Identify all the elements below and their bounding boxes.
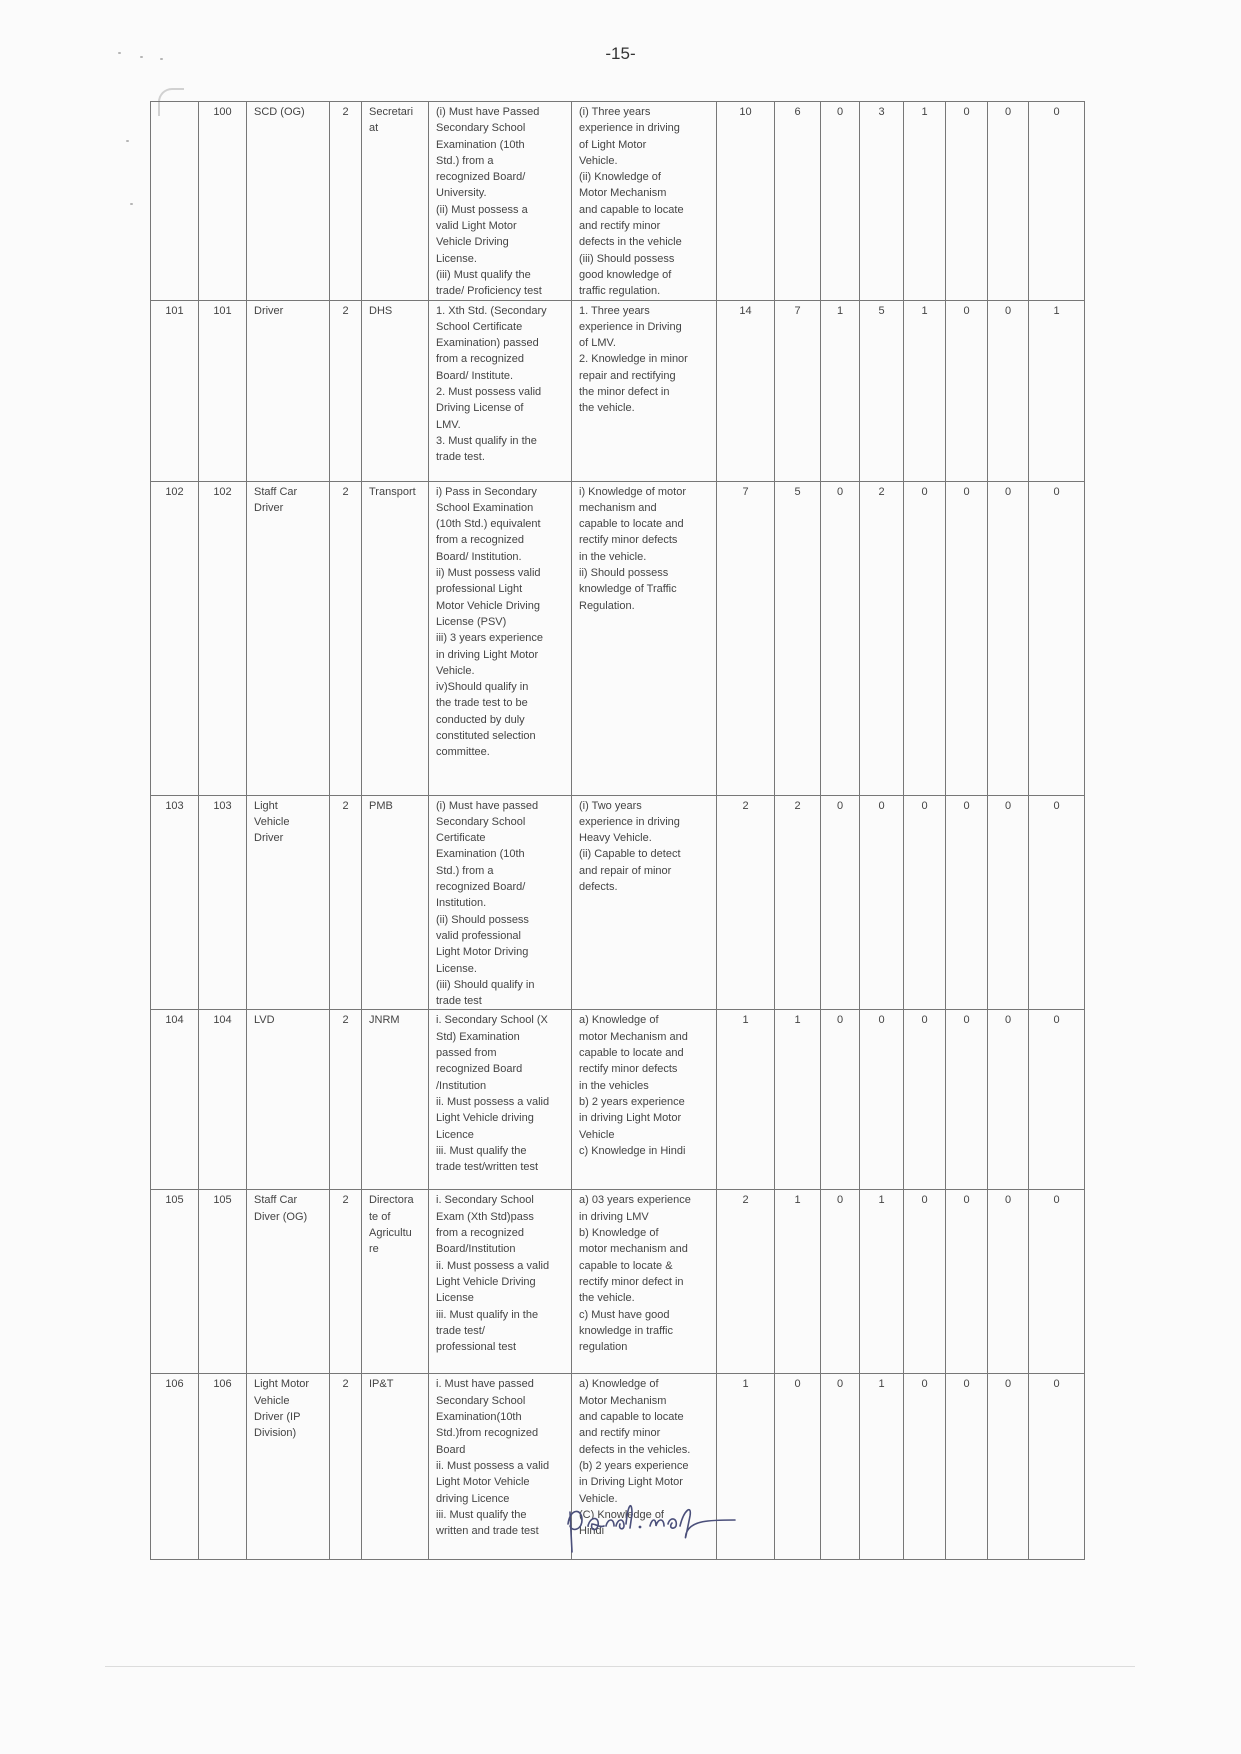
qualification-cell-line: (iii) Must qualify the: [436, 268, 531, 281]
qualification-cell-line: ii. Must possess a valid: [436, 1459, 550, 1472]
qualification-cell-line: /Institution: [436, 1079, 487, 1092]
experience-cell-line: b) 2 years experience: [579, 1095, 685, 1108]
vacancy-count-cell: 10: [717, 102, 775, 301]
vacancy-count-cell: 0: [821, 795, 860, 1010]
experience-cell-line: rectify minor defects: [579, 1063, 678, 1076]
qualification-cell: [429, 1374, 572, 1560]
department-cell-line: PMB: [369, 799, 393, 812]
experience-cell-line: 1. Three years: [579, 304, 650, 317]
qualification-cell-line: License.: [436, 962, 477, 975]
qualification-cell-line: Certificate: [436, 832, 486, 845]
experience-cell-line: in the vehicle.: [579, 550, 647, 563]
qualification-cell-line: Light Motor Driving: [436, 946, 529, 959]
qualification-cell-line: ii) Must possess valid: [436, 567, 541, 580]
experience-cell-line: the minor defect in: [579, 386, 670, 399]
qualification-cell-line: (iii) Should qualify in: [436, 978, 535, 991]
vacancy-count-cell: 0: [821, 1374, 860, 1560]
qualification-cell-line: passed from: [436, 1047, 497, 1060]
post-name-cell-line: Driver (IP: [254, 1411, 301, 1424]
vacancy-count-cell: 2: [860, 481, 904, 795]
department-cell: [362, 1010, 429, 1190]
experience-cell-line: motor Mechanism and: [579, 1030, 688, 1043]
vacancy-count-cell: 6: [775, 102, 821, 301]
qualification-cell-line: Board/ Institution.: [436, 550, 522, 563]
post-number-cell: 100: [199, 102, 247, 301]
table-row: [151, 795, 1085, 1010]
experience-cell-line: knowledge in traffic: [579, 1324, 673, 1337]
experience-cell-line: rectify minor defect in: [579, 1275, 684, 1288]
vacancy-count-cell: 0: [946, 102, 988, 301]
vacancy-count-cell: 0: [988, 481, 1029, 795]
qualification-cell-line: constituted selection: [436, 730, 536, 743]
vacancy-count-cell: 1: [1029, 300, 1085, 481]
department-cell-line: at: [369, 122, 379, 135]
experience-cell-line: (iii) Should possess: [579, 252, 675, 265]
group-cell: 2: [330, 1374, 362, 1560]
group-cell: 2: [330, 481, 362, 795]
vacancy-count-cell: 0: [988, 1374, 1029, 1560]
qualification-cell-line: LMV.: [436, 418, 461, 431]
experience-cell: [572, 795, 717, 1010]
vacancy-count-cell: 7: [717, 481, 775, 795]
experience-cell-line: the vehicle.: [579, 402, 635, 415]
qualification-cell-line: i. Secondary School: [436, 1194, 534, 1207]
scan-speck: [126, 140, 129, 142]
experience-cell-line: (i) Three years: [579, 106, 651, 118]
group-cell: 2: [330, 1010, 362, 1190]
vacancy-count-cell: 1: [904, 102, 946, 301]
qualification-cell-line: (i) Must have passed: [436, 799, 539, 812]
department-cell: [362, 1190, 429, 1374]
qualification-cell-line: Examination (10th: [436, 848, 525, 861]
vacancy-count-cell: 0: [946, 481, 988, 795]
experience-cell-line: Motor Mechanism: [579, 187, 667, 200]
group-cell: 2: [330, 300, 362, 481]
table-row: [151, 1010, 1085, 1190]
post-name-cell-line: Diver (OG): [254, 1210, 308, 1223]
experience-cell-line: a) 03 years experience: [579, 1194, 691, 1207]
experience-cell-line: experience in driving: [579, 122, 680, 135]
vacancy-count-cell: 0: [821, 102, 860, 301]
experience-cell-line: motor mechanism and: [579, 1243, 688, 1256]
qualification-cell-line: the trade test to be: [436, 697, 528, 710]
qualification-cell-line: committee.: [436, 746, 490, 759]
qualification-cell-line: License.: [436, 252, 477, 265]
qualification-cell-line: Secondary School: [436, 815, 526, 828]
vacancy-count-cell: 0: [1029, 1374, 1085, 1560]
table-row: [151, 102, 1085, 301]
department-cell: [362, 481, 429, 795]
experience-cell-line: defects in the vehicles.: [579, 1443, 691, 1456]
qualification-cell-line: School Certificate: [436, 320, 523, 333]
post-name-cell-line: Staff Car: [254, 1194, 298, 1207]
qualification-cell-line: iii. Must qualify the: [436, 1508, 527, 1521]
experience-cell-line: experience in driving: [579, 815, 680, 828]
vacancy-count-cell: 1: [717, 1374, 775, 1560]
group-cell: 2: [330, 1190, 362, 1374]
experience-cell-line: traffic regulation.: [579, 285, 661, 298]
experience-cell-line: c) Knowledge in Hindi: [579, 1144, 686, 1157]
footer-rule: [105, 1666, 1135, 1667]
post-name-cell: [247, 102, 330, 301]
vacancy-count-cell: 0: [1029, 481, 1085, 795]
qualification-cell-line: written and trade test: [436, 1525, 539, 1538]
department-cell-line: JNRM: [369, 1014, 400, 1027]
qualification-cell-line: Institution.: [436, 897, 487, 910]
experience-cell-line: ii) Should possess: [579, 567, 669, 580]
vacancy-count-cell: 1: [775, 1010, 821, 1190]
qualification-cell-line: Board: [436, 1443, 466, 1456]
serial-number-cell: 104: [151, 1010, 199, 1190]
post-number-cell: 104: [199, 1010, 247, 1190]
vacancy-count-cell: 1: [717, 1010, 775, 1190]
experience-cell-line: and rectify minor: [579, 220, 661, 233]
scan-speck: [130, 203, 133, 205]
qualification-cell-line: i) Pass in Secondary: [436, 485, 537, 498]
qualification-cell-line: from a recognized: [436, 534, 525, 547]
vacancy-count-cell: 0: [988, 1190, 1029, 1374]
post-name-cell-line: Staff Car: [254, 485, 298, 498]
experience-cell-line: a) Knowledge of: [579, 1014, 659, 1027]
post-name-cell-line: Light Motor: [254, 1378, 310, 1391]
qualification-cell-line: i. Must have passed: [436, 1378, 534, 1391]
page-number: -15-: [605, 44, 636, 63]
department-cell-line: Secretari: [369, 106, 414, 118]
experience-cell: [572, 102, 717, 301]
vacancy-count-cell: 0: [1029, 795, 1085, 1010]
vacancy-count-cell: 0: [988, 795, 1029, 1010]
experience-cell-line: defects in the vehicle: [579, 236, 682, 249]
vacancy-count-cell: 0: [1029, 1190, 1085, 1374]
serial-number-cell: 106: [151, 1374, 199, 1560]
experience-cell-line: i) Knowledge of motor: [579, 485, 686, 498]
serial-number-cell: 101: [151, 300, 199, 481]
qualification-cell-line: Motor Vehicle Driving: [436, 599, 540, 612]
vacancy-count-cell: 0: [821, 1190, 860, 1374]
post-name-cell: [247, 1010, 330, 1190]
post-name-cell-line: Vehicle: [254, 1394, 290, 1407]
vacancy-count-cell: 0: [775, 1374, 821, 1560]
experience-cell-line: Vehicle.: [579, 154, 618, 167]
vacancy-count-cell: 0: [904, 481, 946, 795]
experience-cell-line: and repair of minor: [579, 864, 672, 877]
department-cell-line: Transport: [369, 485, 416, 498]
vacancy-count-cell: 0: [946, 1374, 988, 1560]
qualification-cell: [429, 300, 572, 481]
qualification-cell-line: from a recognized: [436, 353, 525, 366]
experience-cell-line: good knowledge of: [579, 268, 672, 281]
experience-cell-line: defects.: [579, 881, 618, 894]
vacancy-count-cell: 5: [860, 300, 904, 481]
qualification-cell-line: recognized Board/: [436, 171, 526, 184]
post-name-cell-line: Driver: [254, 501, 284, 514]
department-cell-line: Agricultu: [369, 1227, 412, 1240]
department-cell-line: DHS: [369, 304, 393, 317]
vacancy-count-cell: 0: [988, 102, 1029, 301]
qualification-cell-line: Examination(10th: [436, 1411, 522, 1424]
experience-cell-line: (b) 2 years experience: [579, 1459, 689, 1472]
experience-cell-line: and capable to locate: [579, 1411, 684, 1424]
department-cell-line: te of: [369, 1210, 391, 1223]
table-row: [151, 1190, 1085, 1374]
experience-cell-line: in the vehicles: [579, 1079, 649, 1092]
vacancy-count-cell: 0: [946, 1010, 988, 1190]
experience-cell-line: the vehicle.: [579, 1292, 635, 1305]
experience-cell-line: of Light Motor: [579, 138, 647, 151]
qualification-cell-line: 3. Must qualify in the: [436, 434, 537, 447]
experience-cell-line: (C) Knowledge of: [579, 1508, 664, 1521]
experience-cell-line: in driving LMV: [579, 1210, 649, 1223]
experience-cell-line: b) Knowledge of: [579, 1227, 659, 1240]
qualification-cell-line: ii. Must possess a valid: [436, 1259, 550, 1272]
qualification-cell-line: License (PSV): [436, 615, 507, 628]
qualification-cell-line: conducted by duly: [436, 713, 525, 726]
department-cell: [362, 795, 429, 1010]
qualification-cell-line: trade test/written test: [436, 1161, 539, 1174]
vacancy-count-cell: 0: [946, 300, 988, 481]
qualification-cell-line: (ii) Should possess: [436, 913, 529, 926]
qualification-cell-line: Examination (10th: [436, 138, 525, 151]
serial-number-cell: 105: [151, 1190, 199, 1374]
vacancy-count-cell: 0: [860, 1010, 904, 1190]
qualification-cell-line: Licence: [436, 1128, 474, 1141]
experience-cell-line: rectify minor defects: [579, 534, 678, 547]
experience-cell-line: experience in Driving: [579, 320, 682, 333]
experience-cell: [572, 481, 717, 795]
scan-speck: [160, 58, 163, 60]
experience-cell-line: mechanism and: [579, 501, 657, 514]
post-name-cell: [247, 1374, 330, 1560]
qualification-cell-line: Board/Institution: [436, 1243, 516, 1256]
experience-cell-line: capable to locate and: [579, 1047, 684, 1060]
experience-cell-line: Motor Mechanism: [579, 1394, 667, 1407]
vacancy-count-cell: 3: [860, 102, 904, 301]
vacancy-count-cell: 0: [946, 1190, 988, 1374]
qualification-cell-line: from a recognized: [436, 1227, 525, 1240]
qualification-cell-line: 2. Must possess valid: [436, 386, 542, 399]
qualification-cell-line: trade test: [436, 995, 482, 1008]
experience-cell-line: knowledge of Traffic: [579, 583, 677, 596]
experience-cell-line: (i) Two years: [579, 799, 642, 812]
qualification-cell-line: Std) Examination: [436, 1030, 520, 1043]
vacancy-count-cell: 0: [904, 1374, 946, 1560]
qualification-cell-line: trade test/: [436, 1324, 485, 1337]
qualification-cell-line: professional test: [436, 1341, 517, 1354]
qualification-cell-line: valid professional: [436, 929, 521, 942]
qualification-cell-line: Light Vehicle driving: [436, 1112, 534, 1125]
experience-cell: [572, 1010, 717, 1190]
experience-cell-line: (ii) Capable to detect: [579, 848, 681, 861]
post-name-cell: [247, 300, 330, 481]
vacancy-count-cell: 1: [775, 1190, 821, 1374]
post-name-cell-line: Driver: [254, 304, 284, 317]
serial-number-cell: 103: [151, 795, 199, 1010]
qualification-cell-line: License: [436, 1292, 474, 1305]
table-row: [151, 481, 1085, 795]
qualification-cell-line: trade test.: [436, 451, 485, 464]
vacancy-count-cell: 7: [775, 300, 821, 481]
qualification-cell-line: Examination) passed: [436, 337, 539, 350]
qualification-cell: [429, 1190, 572, 1374]
qualification-cell-line: (10th Std.) equivalent: [436, 518, 541, 531]
vacancy-count-cell: 5: [775, 481, 821, 795]
experience-cell-line: a) Knowledge of: [579, 1378, 659, 1391]
qualification-cell-line: iii. Must qualify in the: [436, 1308, 539, 1321]
experience-cell-line: Vehicle.: [579, 1492, 618, 1505]
experience-cell-line: 2. Knowledge in minor: [579, 353, 688, 366]
experience-cell-line: and capable to locate: [579, 203, 684, 216]
vacancy-count-cell: 1: [860, 1374, 904, 1560]
vacancy-count-cell: 0: [904, 1010, 946, 1190]
post-name-cell-line: Driver: [254, 832, 284, 845]
vacancy-count-cell: 0: [1029, 1010, 1085, 1190]
post-name-cell: [247, 481, 330, 795]
table-row: [151, 300, 1085, 481]
handwritten-signature: [560, 1490, 760, 1560]
qualification-cell-line: valid Light Motor: [436, 220, 517, 233]
experience-cell-line: Hindi: [579, 1525, 605, 1538]
experience-cell: [572, 300, 717, 481]
qualification-cell-line: iii. Must qualify the: [436, 1144, 527, 1157]
qualification-cell-line: iv)Should qualify in: [436, 681, 529, 694]
vacancy-count-cell: 0: [821, 1010, 860, 1190]
vacancy-count-cell: 1: [904, 300, 946, 481]
department-cell: [362, 300, 429, 481]
qualification-cell-line: Light Vehicle Driving: [436, 1275, 536, 1288]
qualification-cell-line: iii) 3 years experience: [436, 632, 543, 645]
post-name-cell-line: SCD (OG): [254, 106, 305, 118]
qualification-cell-line: ii. Must possess a valid: [436, 1095, 550, 1108]
vacancy-count-cell: 0: [988, 300, 1029, 481]
qualification-cell-line: 1. Xth Std. (Secondary: [436, 304, 547, 317]
experience-cell-line: Heavy Vehicle.: [579, 832, 652, 845]
qualification-cell: [429, 102, 572, 301]
experience-cell-line: c) Must have good: [579, 1308, 670, 1321]
qualification-cell-line: Std.)from recognized: [436, 1427, 539, 1440]
serial-number-cell: 102: [151, 481, 199, 795]
department-cell-line: Directora: [369, 1194, 414, 1207]
qualification-cell-line: Driving License of: [436, 402, 524, 415]
qualification-cell-line: in driving Light Motor: [436, 648, 539, 661]
qualification-cell-line: Exam (Xth Std)pass: [436, 1210, 534, 1223]
department-cell-line: IP&T: [369, 1378, 394, 1391]
experience-cell-line: capable to locate &: [579, 1259, 673, 1272]
experience-cell-line: in driving Light Motor: [579, 1112, 682, 1125]
qualification-cell-line: Vehicle.: [436, 664, 475, 677]
vacancy-count-cell: 2: [775, 795, 821, 1010]
vacancy-count-cell: 2: [717, 795, 775, 1010]
post-name-cell: [247, 795, 330, 1010]
experience-cell-line: repair and rectifying: [579, 369, 676, 382]
qualification-cell-line: Board/ Institute.: [436, 369, 514, 382]
department-cell: [362, 1374, 429, 1560]
qualification-cell-line: University.: [436, 187, 487, 200]
vacancy-count-cell: 0: [904, 795, 946, 1010]
qualification-cell-line: Vehicle Driving: [436, 236, 509, 249]
qualification-cell-line: School Examination: [436, 501, 534, 514]
experience-cell: [572, 1190, 717, 1374]
vacancy-count-cell: 0: [1029, 102, 1085, 301]
qualification-cell-line: Light Motor Vehicle: [436, 1476, 530, 1489]
department-cell: [362, 102, 429, 301]
post-name-cell-line: Light: [254, 799, 278, 812]
group-cell: 2: [330, 102, 362, 301]
qualification-cell-line: Secondary School: [436, 122, 526, 135]
group-cell: 2: [330, 795, 362, 1010]
qualification-cell-line: i. Secondary School (X: [436, 1014, 548, 1027]
qualification-cell-line: recognized Board: [436, 1063, 523, 1076]
post-name-cell: [247, 1190, 330, 1374]
post-number-cell: 106: [199, 1374, 247, 1560]
vacancy-count-cell: 2: [717, 1190, 775, 1374]
qualification-cell-line: professional Light: [436, 583, 523, 596]
post-name-cell-line: Division): [254, 1427, 297, 1440]
qualification-cell: [429, 795, 572, 1010]
experience-cell-line: and rectify minor: [579, 1427, 661, 1440]
qualification-cell-line: (i) Must have Passed: [436, 106, 540, 118]
qualification-cell-line: driving Licence: [436, 1492, 510, 1505]
qualification-cell-line: trade/ Proficiency test: [436, 285, 542, 298]
vacancy-count-cell: 0: [988, 1010, 1029, 1190]
experience-cell-line: Regulation.: [579, 599, 635, 612]
experience-cell-line: (ii) Knowledge of: [579, 171, 661, 184]
experience-cell-line: capable to locate and: [579, 518, 684, 531]
post-number-cell: 102: [199, 481, 247, 795]
post-number-cell: 105: [199, 1190, 247, 1374]
vacancy-count-cell: 1: [860, 1190, 904, 1374]
scan-speck: [140, 56, 143, 58]
qualification-cell-line: (ii) Must possess a: [436, 203, 528, 216]
scan-speck: [118, 52, 121, 54]
qualification-cell-line: Std.) from a: [436, 154, 494, 167]
vacancy-count-cell: 14: [717, 300, 775, 481]
experience-cell-line: in Driving Light Motor: [579, 1476, 683, 1489]
vacancy-schedule-table: [150, 101, 1085, 1560]
vacancy-count-cell: 0: [860, 795, 904, 1010]
vacancy-count-cell: 0: [904, 1190, 946, 1374]
qualification-cell-line: Secondary School: [436, 1394, 526, 1407]
vacancy-count-cell: 1: [821, 300, 860, 481]
serial-number-cell: [151, 102, 199, 301]
vacancy-count-cell: 0: [821, 481, 860, 795]
post-number-cell: 103: [199, 795, 247, 1010]
experience-cell-line: of LMV.: [579, 337, 616, 350]
experience-cell-line: regulation: [579, 1341, 628, 1354]
post-name-cell-line: Vehicle: [254, 815, 290, 828]
post-number-cell: 101: [199, 300, 247, 481]
experience-cell-line: Vehicle: [579, 1128, 615, 1141]
qualification-cell: [429, 1010, 572, 1190]
qualification-cell: [429, 481, 572, 795]
post-name-cell-line: LVD: [254, 1014, 275, 1027]
qualification-cell-line: recognized Board/: [436, 881, 526, 894]
vacancy-count-cell: 0: [946, 795, 988, 1010]
qualification-cell-line: Std.) from a: [436, 864, 494, 877]
department-cell-line: re: [369, 1243, 379, 1256]
